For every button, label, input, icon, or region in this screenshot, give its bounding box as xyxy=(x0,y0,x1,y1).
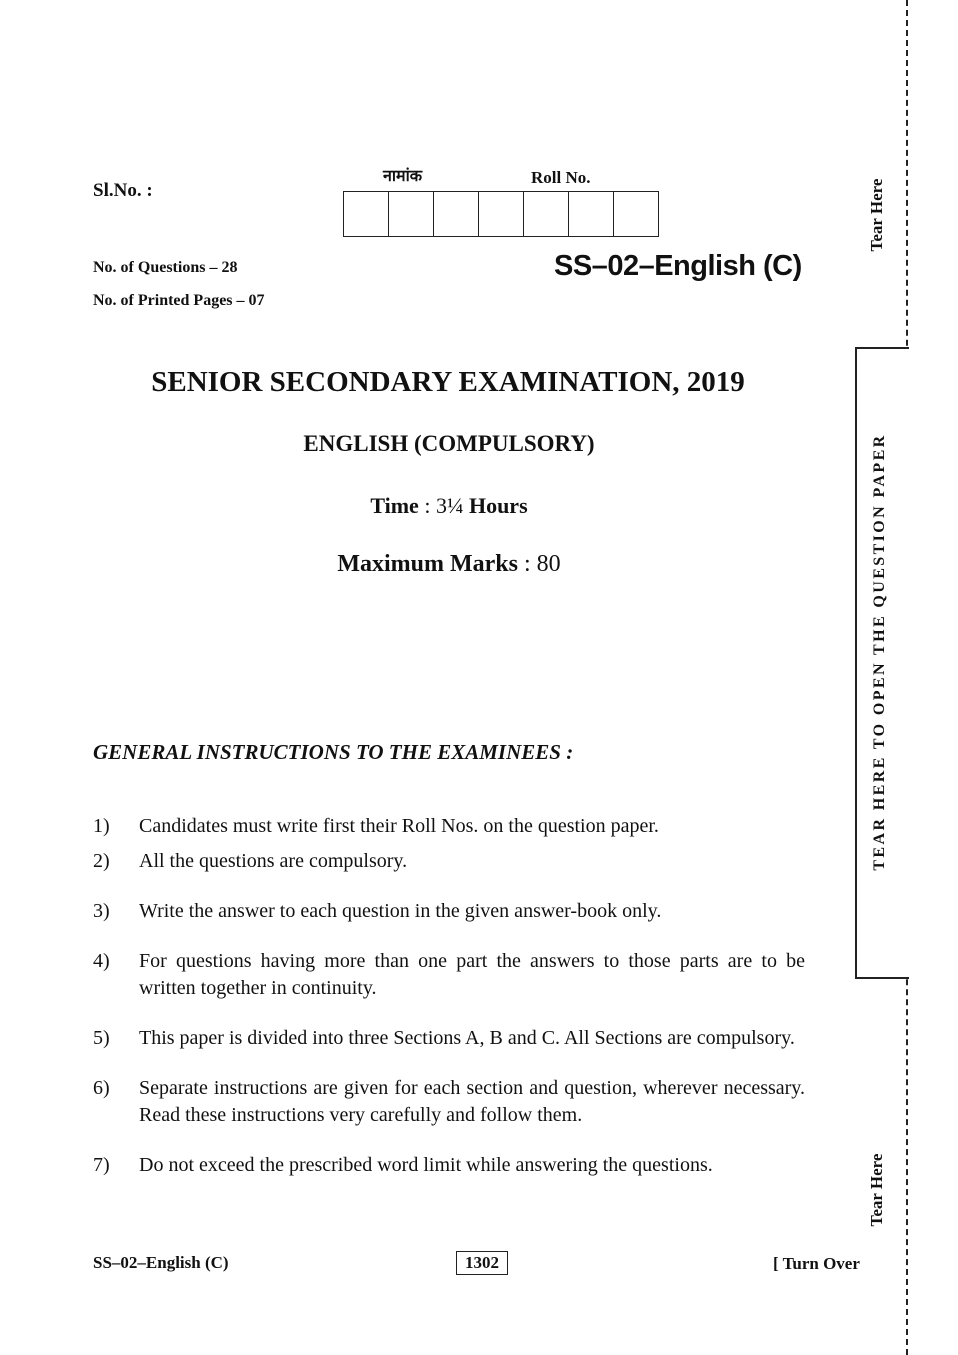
paper-code: SS–02–English (C) xyxy=(554,250,802,282)
roll-digit-box[interactable] xyxy=(478,191,524,237)
time-label: Time xyxy=(370,493,419,518)
roll-digit-box[interactable] xyxy=(613,191,659,237)
tear-here-top: Tear Here xyxy=(867,178,886,252)
roll-digit-box[interactable] xyxy=(388,191,434,237)
instruction-item: 5) This paper is divided into three Sections A, B and C. All Sections are compulsory. xyxy=(93,1027,795,1049)
instruction-item: 3) Write the answer to each question in the given answer-book only. xyxy=(93,900,662,922)
instruction-item: 1) Candidates must write first their Roll Nos. on the question paper. xyxy=(93,815,659,837)
number-of-questions: No. of Questions – 28 xyxy=(93,259,238,276)
marks-value: : 80 xyxy=(523,551,561,577)
time-unit: Hours xyxy=(468,493,528,518)
tear-here-bottom: Tear Here xyxy=(867,1153,886,1227)
subject-title: ENGLISH (COMPULSORY) xyxy=(303,431,595,456)
instructions-list xyxy=(93,813,805,1179)
exam-title: SENIOR SECONDARY EXAMINATION, 2019 xyxy=(151,366,745,398)
serial-number-label: Sl.No. : xyxy=(93,180,153,201)
roll-digit-box[interactable] xyxy=(433,191,479,237)
footer-paper-code: SS–02–English (C) xyxy=(93,1253,229,1272)
instruction-item: 6) Separate instructions are given for each section and question, wherever necessary. Read these instructions very carefully and follow them. xyxy=(93,1077,805,1126)
roll-digit-box[interactable] xyxy=(343,191,389,237)
roll-number-boxes[interactable] xyxy=(343,191,659,237)
roll-no-label: Roll No. xyxy=(531,168,591,187)
instruction-item: 4) For questions having more than one part the answers to those parts are to be written together in continuity. xyxy=(93,950,805,999)
time-line xyxy=(0,493,898,519)
instruction-item: 7) Do not exceed the prescribed word limit while answering the questions. xyxy=(93,1154,713,1176)
roll-digit-box[interactable] xyxy=(568,191,614,237)
instruction-item: 2) All the questions are compulsory. xyxy=(93,850,408,872)
time-value: : 3¼ xyxy=(424,493,464,518)
marks-line xyxy=(0,551,898,578)
tear-notice-text: TEAR HERE TO OPEN THE QUESTION PAPER xyxy=(871,433,888,871)
marks-label: Maximum Marks xyxy=(337,551,518,577)
number-of-pages: No. of Printed Pages – 07 xyxy=(93,292,265,309)
footer-page-number: 1302 xyxy=(456,1251,508,1275)
namank-label: नामांक xyxy=(383,166,423,185)
instructions-heading: GENERAL INSTRUCTIONS TO THE EXAMINEES : xyxy=(93,740,574,764)
roll-digit-box[interactable] xyxy=(523,191,569,237)
turn-over-label: [ Turn Over xyxy=(773,1254,860,1273)
